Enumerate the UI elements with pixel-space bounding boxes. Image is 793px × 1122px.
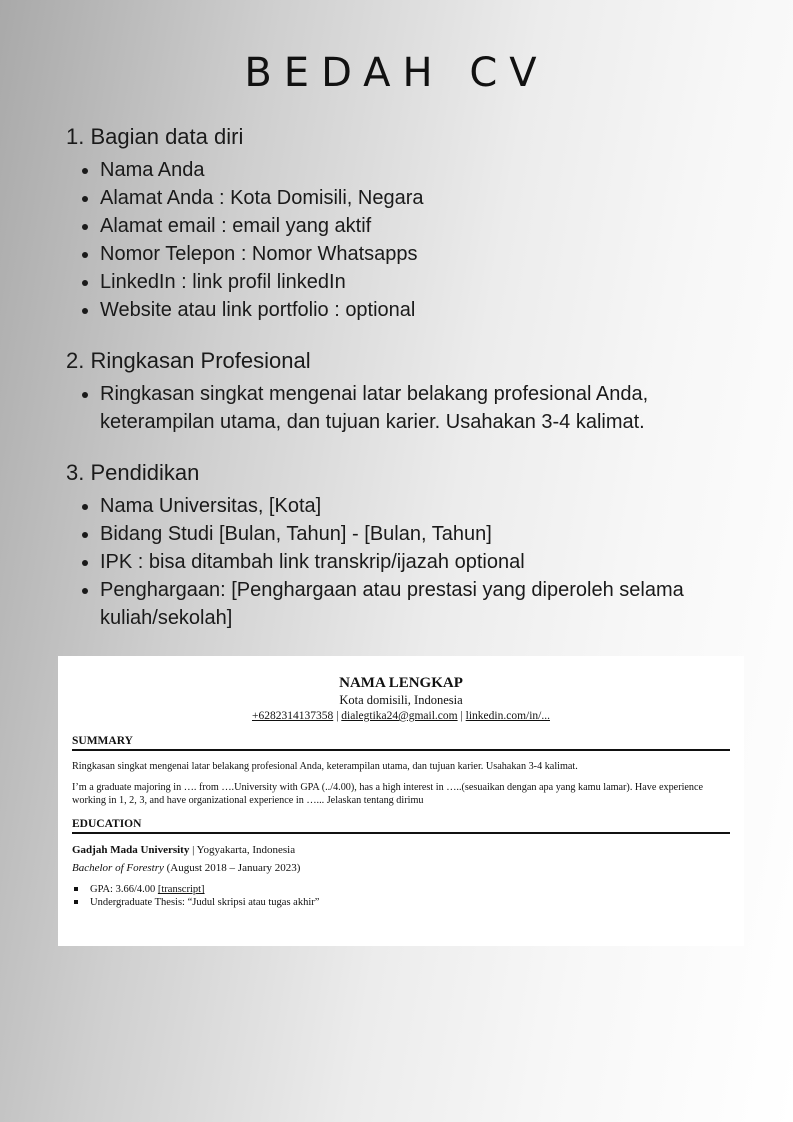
list-item: • Nama Universitas, [Kota] <box>100 492 766 520</box>
cv-header <box>72 674 730 724</box>
list-item: • Ringkasan singkat mengenai latar belakang profesional Anda, keterampilan utama, dan tujuan karier. Usahakan 3-4 kalimat. <box>100 380 766 436</box>
bullet-list <box>66 492 766 632</box>
cv-university-location: | Yogyakarta, Indonesia <box>189 844 296 856</box>
cv-transcript-link[interactable]: [transcript] <box>157 884 205 895</box>
cv-education-bullets <box>72 883 730 909</box>
section-heading: 3. Pendidikan <box>66 460 200 485</box>
list-item: • Alamat email : email yang aktif <box>100 212 766 240</box>
cv-university: Gadjah Mada University <box>72 844 190 856</box>
cv-university-line <box>72 843 730 857</box>
cv-degree-line <box>72 861 730 875</box>
list-item: • Nama Anda <box>100 156 766 184</box>
cv-gpa: GPA: 3.66/4.00 <box>90 884 158 895</box>
cv-separator: | <box>457 710 466 722</box>
cv-example <box>58 656 744 946</box>
list-item: • Nomor Telepon : Nomor Whatsapps <box>100 240 766 268</box>
section-education <box>66 458 766 632</box>
section-personal-data <box>66 122 766 324</box>
list-item: • Penghargaan: [Penghargaan atau prestasi yang diperoleh selama kuliah/sekolah] <box>100 576 766 632</box>
section-heading: 1. Bagian data diri <box>66 124 244 149</box>
cv-degree-period: (August 2018 – January 2023) <box>163 862 301 874</box>
page-title: BEDAH CV <box>244 50 549 96</box>
cv-email-link[interactable]: dialegtika24@gmail.com <box>341 710 458 722</box>
bullet-list <box>66 156 766 324</box>
cv-gpa-item <box>90 883 730 896</box>
cv-contact-line <box>72 708 730 724</box>
list-item: • Alamat Anda : Kota Domisili, Negara <box>100 184 766 212</box>
section-professional-summary <box>66 346 766 436</box>
cv-education-title: EDUCATION <box>72 817 730 834</box>
bullet-list <box>66 380 766 436</box>
cv-separator: | <box>333 710 342 722</box>
list-item: • IPK : bisa ditambah link transkrip/ijazah optional <box>100 548 766 576</box>
cv-phone-link[interactable]: +6282314137358 <box>251 710 334 722</box>
list-item: • Website atau link portfolio : optional <box>100 296 766 324</box>
guide-sections <box>66 122 766 654</box>
list-item: • Bidang Studi [Bulan, Tahun] - [Bulan, Tahun] <box>100 520 766 548</box>
cv-thesis-item: Undergraduate Thesis: “Judul skripsi atau tugas akhir” <box>90 896 730 909</box>
cv-full-name: NAMA LENGKAP <box>339 675 463 691</box>
list-item: • LinkedIn : link profil linkedIn <box>100 268 766 296</box>
cv-summary-title: SUMMARY <box>72 734 730 751</box>
cv-linkedin-link[interactable]: linkedin.com/in/... <box>465 710 550 722</box>
cv-degree: Bachelor of Forestry <box>72 862 164 874</box>
cv-location: Kota domisili, Indonesia <box>339 693 463 707</box>
cv-summary-intro: I’m a graduate majoring in …. from ….University with GPA (../4.00), has a high interest in …..(sesuaikan dengan apa yang kamu lamar). Have experience working in 1, 2, 3, and have organizational experience in …... Jelaskan tentang dirimu <box>72 782 704 806</box>
cv-summary-text: Ringkasan singkat mengenai latar belakang profesional Anda, keterampilan utama, dan tujuan karier. Usahakan 3-4 kalimat. <box>72 761 578 772</box>
section-heading: 2. Ringkasan Profesional <box>66 348 311 373</box>
